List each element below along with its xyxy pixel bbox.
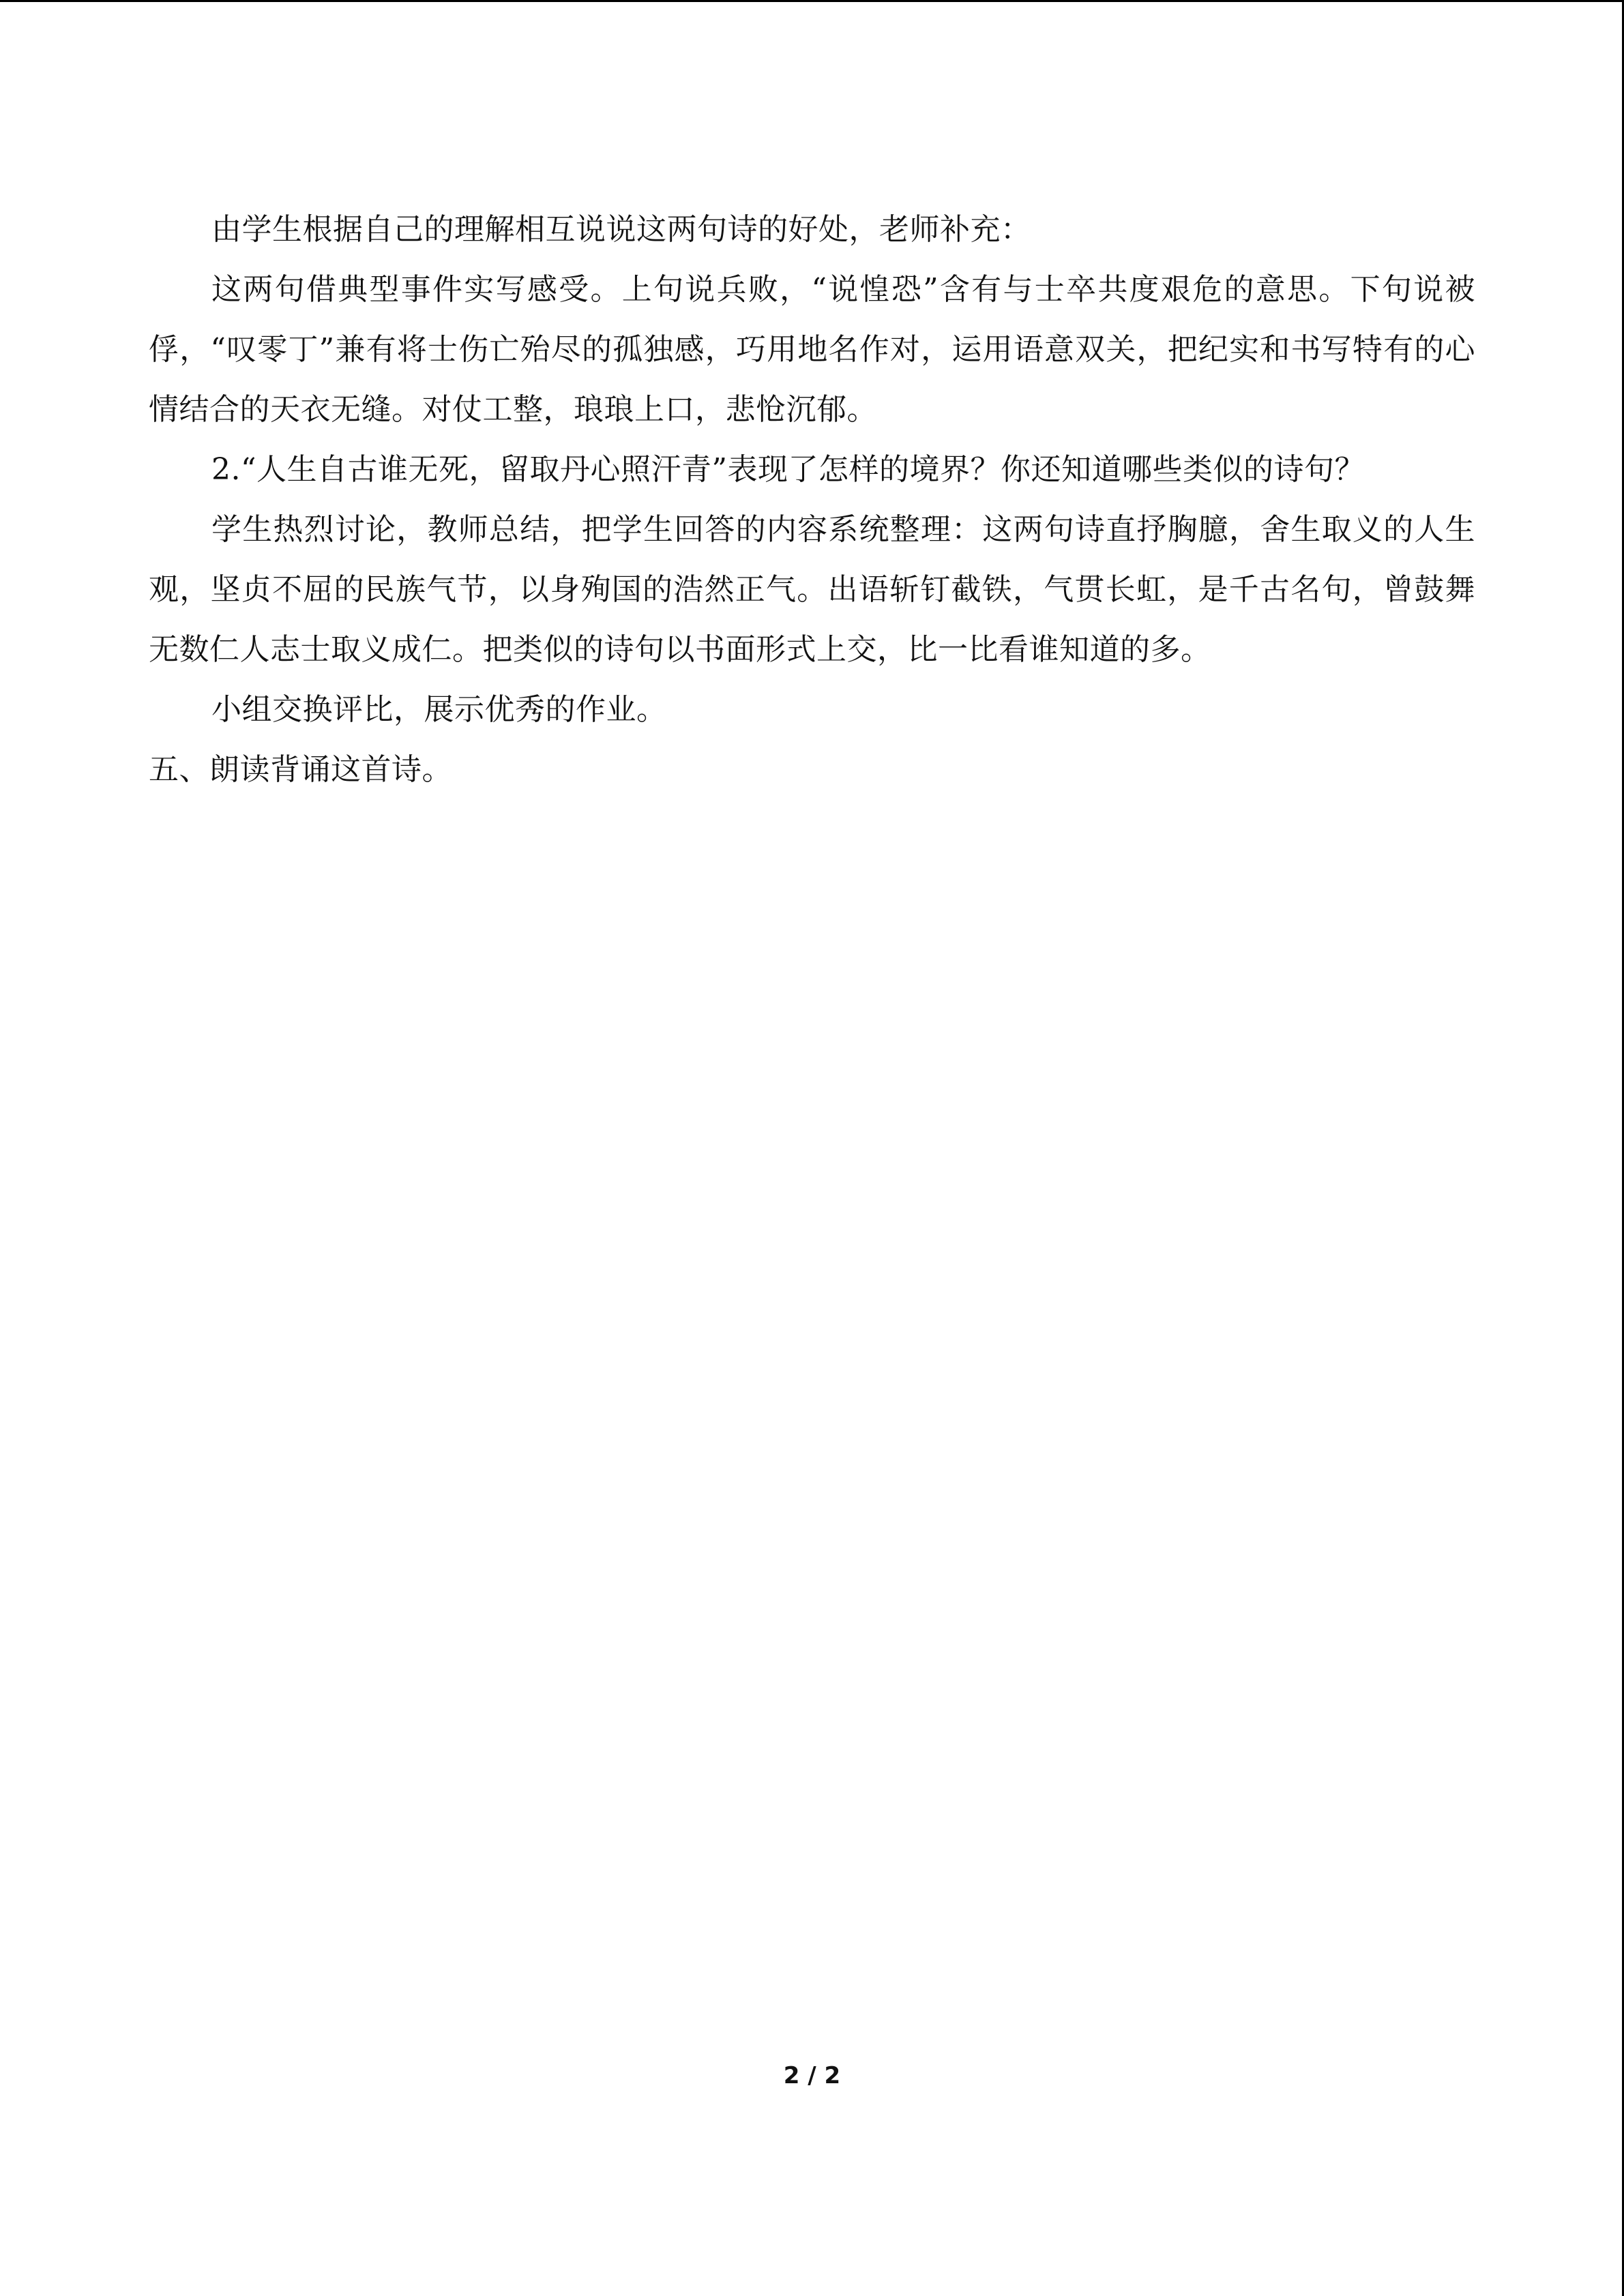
paragraph-1: 由学生根据自己的理解相互说说这两句诗的好处，老师补充： bbox=[211, 212, 1031, 247]
page-number: 2 / 2 bbox=[783, 2062, 841, 2089]
section-heading-5: 五、朗读背诵这首诗。 bbox=[149, 752, 452, 787]
paragraph-2: 这两句借典型事件实写感受。上句说兵败，“说惶恐”含有与士卒共度艰危的意思。下句说被俘，“叹零丁”兼有将士伤亡殆尽的孤独感，巧用地名作对，运用语意双关，把纪实和书写特有的心情结合的天衣无缝。对仗工整，琅琅上口，悲怆沉郁。 bbox=[149, 272, 1476, 427]
paragraph-3: 2.“人生自古谁无死，留取丹心照汗青”表现了怎样的境界？你还知道哪些类似的诗句？ bbox=[211, 452, 1365, 487]
document-body bbox=[149, 200, 1475, 800]
paragraph-5: 小组交换评比，展示优秀的作业。 bbox=[211, 692, 667, 727]
paragraph-4: 学生热烈讨论，教师总结，把学生回答的内容系统整理：这两句诗直抒胸臆，舍生取义的人生观，坚贞不屈的民族气节，以身殉国的浩然正气。出语斩钉截铁，气贯长虹，是千古名句，曾鼓舞无数仁人志士取义成仁。把类似的诗句以书面形式上交，比一比看谁知道的多。 bbox=[149, 512, 1475, 667]
page-top-border bbox=[0, 0, 1624, 2]
